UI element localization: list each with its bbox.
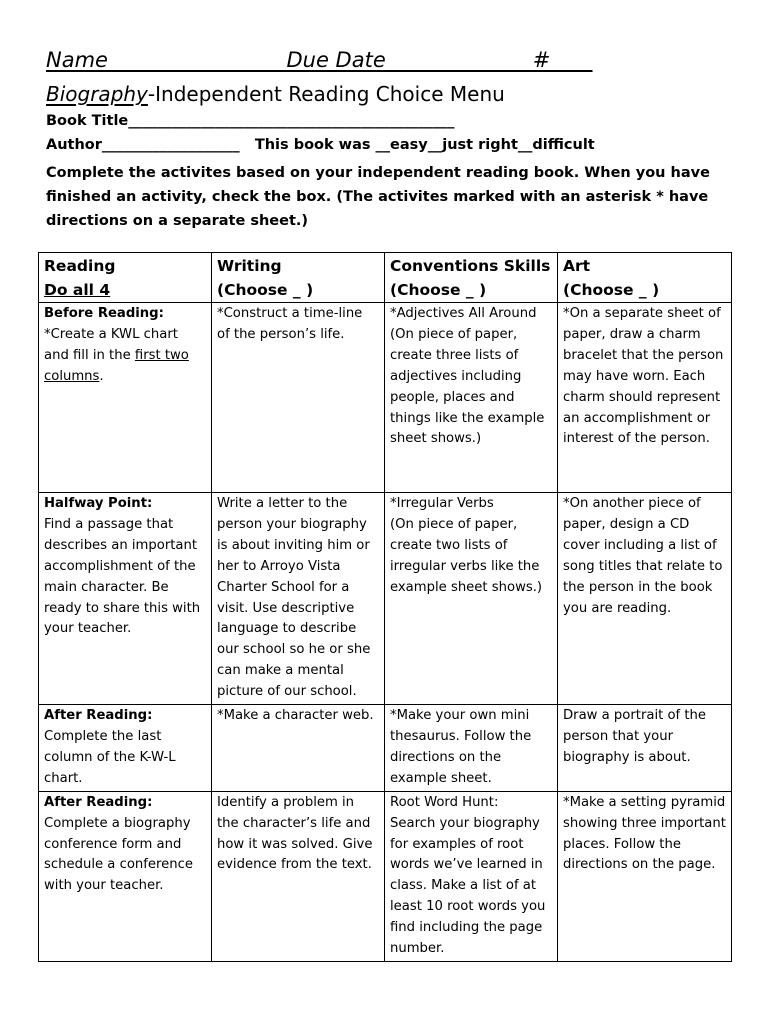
art-cell[interactable]: *Make a setting pyramid showing three important places. Follow the directions on the page. [558,791,732,961]
conventions-cell[interactable]: *Make your own mini thesaurus. Follow the directions on the example sheet. [385,705,558,792]
conventions-cell[interactable]: *Adjectives All Around (On piece of paper, create three lists of adjectives including people, places and things like the example sheet shows.) [385,303,558,493]
page-title [46,82,505,106]
conventions-cell[interactable]: Root Word Hunt: Search your biography for examples of root words we’ve learned in class. Make a list of at least 10 root words you find including the page number. [385,791,558,961]
choice-menu-table [38,252,732,962]
author-blank[interactable]: ___________________ [101,137,240,153]
number-blank[interactable]: #____ [532,48,593,72]
art-cell[interactable]: *On another piece of paper, design a CD cover including a list of song titles that relate to the person in the book you are reading. [558,493,732,705]
column-header-conventions: Conventions Skills (Choose _ ) [385,253,558,303]
name-label: Name [46,48,108,72]
column-header-art: Art (Choose _ ) [558,253,732,303]
reading-cell[interactable]: After Reading: Complete a biography conference form and schedule a conference with your teacher. [39,791,212,961]
author-line [46,137,595,153]
table-row [39,705,732,792]
title-rest: -Independent Reading Choice Menu [147,82,505,106]
reading-cell[interactable]: Halfway Point: Find a passage that describes an important accomplishment of the main character. Be ready to share this with your teacher. [39,493,212,705]
writing-cell[interactable]: *Make a character web. [212,705,385,792]
due-date-blank[interactable]: ______________ [385,48,533,72]
table-row [39,791,732,961]
column-header-reading: Reading Do all 4 [39,253,212,303]
table-row [39,303,732,493]
writing-cell[interactable]: Identify a problem in the character’s life and how it was solved. Give evidence from the text. [212,791,385,961]
table-row [39,493,732,705]
table-header-row [39,253,732,303]
writing-cell[interactable]: *Construct a time-line of the person’s life. [212,303,385,493]
column-header-writing: Writing (Choose _ ) [212,253,385,303]
art-cell[interactable]: Draw a portrait of the person that your biography is about. [558,705,732,792]
conventions-cell[interactable]: *Irregular Verbs (On piece of paper, create two lists of irregular verbs like the example sheet shows.) [385,493,558,705]
instructions: Complete the activites based on your independent reading book. When you have finished an activity, check the box. (The activites marked with an asterisk * have directions on a separate sheet.) [46,165,710,229]
art-cell[interactable]: *On a separate sheet of paper, draw a charm bracelet that the person may have worn. Each charm should represent an accomplishment or interest of the person. [558,303,732,493]
reading-cell[interactable]: After Reading: Complete the last column of the K-W-L chart. [39,705,212,792]
name-blank[interactable]: _________________ [107,48,287,72]
book-title-line [46,113,455,129]
author-label: Author [46,137,102,153]
difficulty-text[interactable]: This book was __easy__just right__difficult [254,137,595,153]
book-title-blank[interactable]: _____________________________________________ [128,113,455,129]
reading-cell[interactable]: Before Reading: *Create a KWL chart and fill in the first two columns. [39,303,212,493]
title-biography: Biography [46,82,148,106]
book-title-label: Book Title [46,113,129,129]
writing-cell[interactable]: Write a letter to the person your biography is about inviting him or her to Arroyo Vista Charter School for a visit. Use descriptive language to describe our school so he or she can make a mental picture of our school. [212,493,385,705]
name-due-number-line [46,48,592,72]
due-date-label: Due Date [286,48,386,72]
